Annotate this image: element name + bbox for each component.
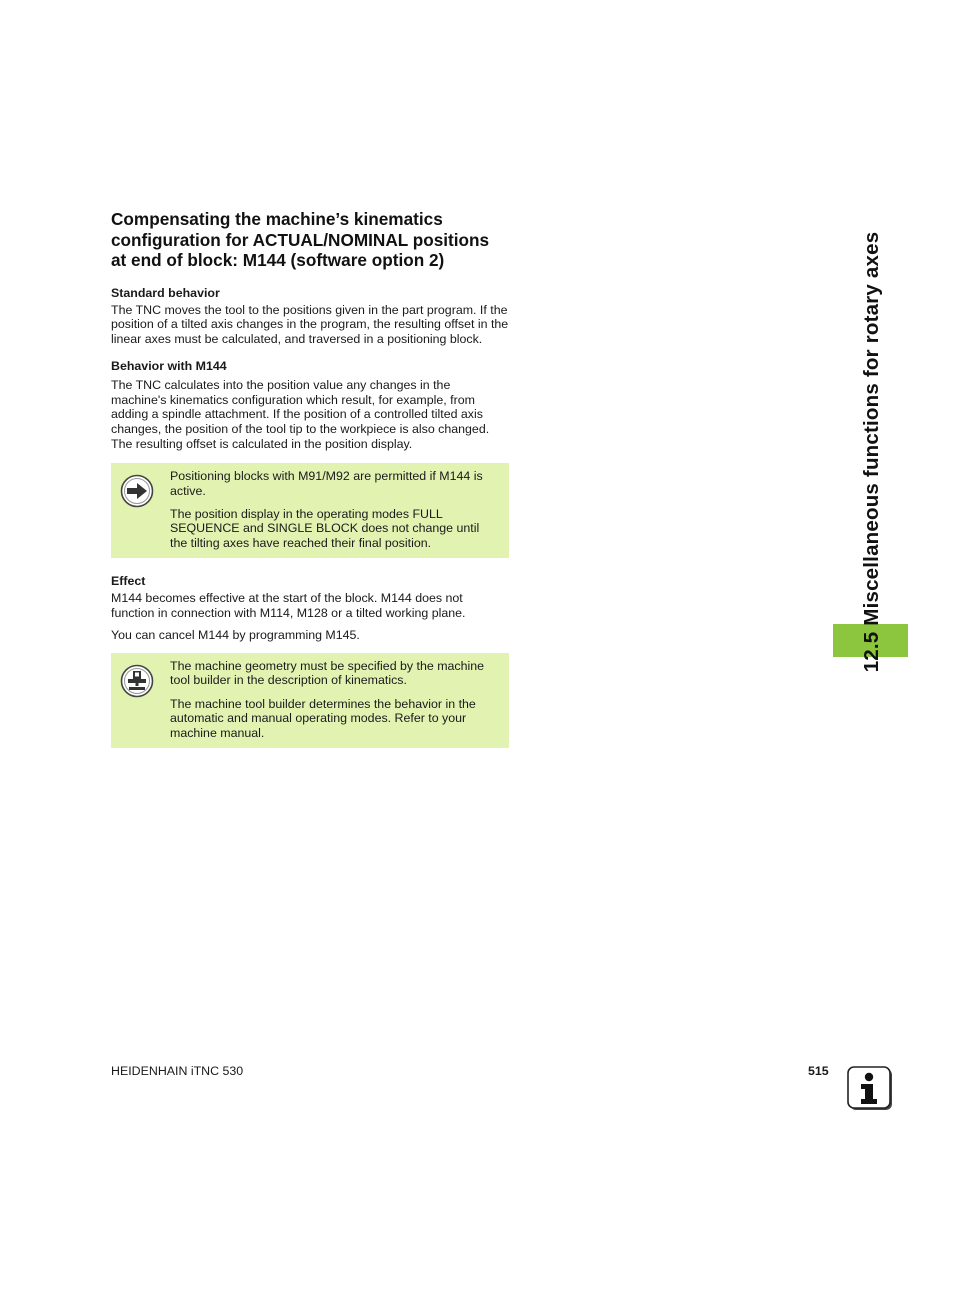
- note-info-paragraph-1: Positioning blocks with M91/M92 are permitted if M144 is active.: [170, 469, 483, 498]
- behavior-m144-text: The TNC calculates into the position value any changes in the machine's kinematics configuration which result, for example, from adding a spindle attachment. If the position of a controlled tilted axis changes, the position of the tool tip to the workpiece is also changed. The resulting offset is calculated in the position display.: [111, 378, 490, 451]
- note-machine-paragraph-1: The machine geometry must be specified by the machine tool builder in the description of kinematics.: [170, 659, 485, 688]
- main-content: [111, 209, 509, 762]
- side-tab-title: 12.5 Miscellaneous functions for rotary axes: [860, 231, 883, 673]
- section-title: [111, 209, 509, 271]
- effect-text-1: M144 becomes effective at the start of the block. M144 does not function in connection with M114, M128 or a tilted working plane.: [111, 591, 466, 620]
- effect-heading: Effect: [111, 574, 146, 589]
- footer-manual-name: HEIDENHAIN iTNC 530: [111, 1064, 244, 1078]
- effect-text-2: You can cancel M144 by programming M145.: [111, 628, 360, 643]
- page-number: 515: [808, 1064, 829, 1078]
- arrow-right-icon: [120, 474, 154, 508]
- section-title-line-3: at end of block: M144 (software option 2): [111, 250, 445, 270]
- note-machine-paragraph-2: The machine tool builder determines the behavior in the automatic and manual operating modes. Refer to your machine manual.: [170, 696, 476, 740]
- behavior-m144-heading: Behavior with M144: [111, 359, 227, 374]
- note-box-info: [111, 463, 509, 558]
- standard-behavior-heading: Standard behavior: [111, 285, 220, 300]
- note-box-machine: [111, 653, 509, 748]
- standard-behavior-text: The TNC moves the tool to the positions given in the part program. If the position of a tilted axis changes in the program, the resulting offset in the linear axes must be calculated, and traversed in a positioning block.: [111, 302, 509, 346]
- note-info-paragraph-2: The position display in the operating modes FULL SEQUENCE and SINGLE BLOCK does not change until the tilting axes have reached their final position.: [170, 507, 480, 550]
- section-title-line-2: configuration for ACTUAL/NOMINAL positions: [111, 229, 490, 250]
- section-title-line-1: Compensating the machine’s kinematics: [111, 209, 443, 229]
- info-icon: [847, 1066, 893, 1111]
- machine-tool-icon: [120, 664, 154, 698]
